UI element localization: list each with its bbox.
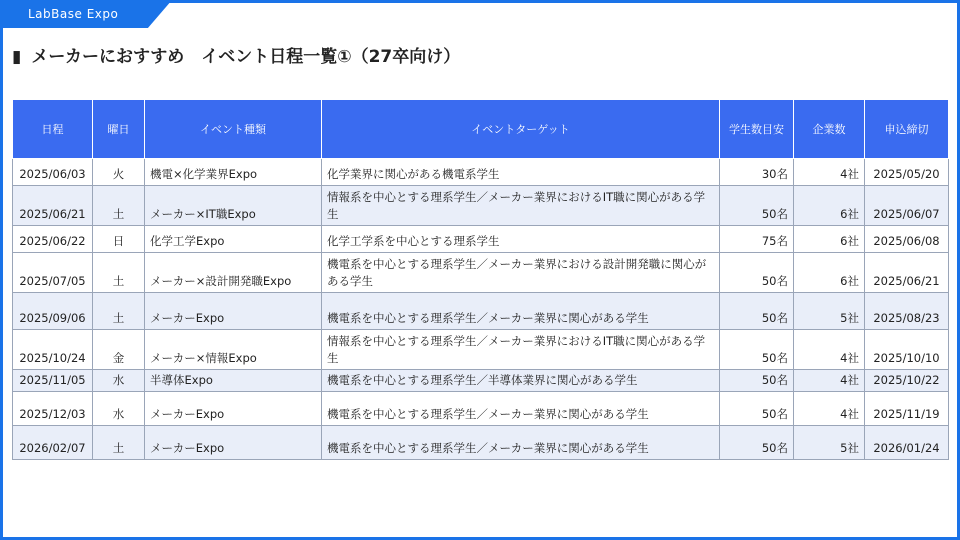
cell-event-type: メーカーExpo (145, 426, 322, 460)
cell-student-count: 50名 (720, 426, 794, 460)
cell-date: 2025/06/03 (13, 159, 93, 186)
cell-event-type: メーカーExpo (145, 392, 322, 426)
cell-date: 2025/07/05 (13, 253, 93, 293)
table-row (13, 159, 949, 186)
table-row (13, 253, 949, 293)
title-marker: ▮ (12, 47, 22, 67)
cell-event-type: メーカー×IT職Expo (145, 186, 322, 226)
cell-event-target: 機電系を中心とする理系学生／メーカー業界に関心がある学生 (322, 426, 720, 460)
cell-weekday: 火 (93, 159, 145, 186)
table-row (13, 226, 949, 253)
page-title (12, 46, 502, 68)
cell-deadline: 2025/11/19 (865, 392, 949, 426)
cell-company-count: 4社 (794, 370, 865, 392)
cell-event-target: 機電系を中心とする理系学生／メーカー業界に関心がある学生 (322, 293, 720, 330)
table-row (13, 370, 949, 392)
header-date: 日程 (13, 100, 93, 159)
cell-event-type: 機電×化学業界Expo (145, 159, 322, 186)
header-deadline: 申込締切 (865, 100, 949, 159)
cell-student-count: 30名 (720, 159, 794, 186)
cell-student-count: 75名 (720, 226, 794, 253)
cell-company-count: 4社 (794, 159, 865, 186)
table-row (13, 293, 949, 330)
cell-event-target: 情報系を中心とする理系学生／メーカー業界におけるIT職に関心がある学生 (322, 186, 720, 226)
cell-event-target: 化学業界に関心がある機電系学生 (322, 159, 720, 186)
cell-student-count: 50名 (720, 186, 794, 226)
cell-company-count: 5社 (794, 426, 865, 460)
cell-student-count: 50名 (720, 293, 794, 330)
cell-deadline: 2025/06/21 (865, 253, 949, 293)
cell-event-type: メーカー×情報Expo (145, 330, 322, 370)
cell-company-count: 4社 (794, 330, 865, 370)
header-event-target: イベントターゲット (322, 100, 720, 159)
cell-company-count: 6社 (794, 226, 865, 253)
cell-deadline: 2026/01/24 (865, 426, 949, 460)
table-row (13, 426, 949, 460)
cell-event-type: 化学工学Expo (145, 226, 322, 253)
cell-date: 2026/02/07 (13, 426, 93, 460)
cell-event-type: メーカー×設計開発職Expo (145, 253, 322, 293)
table-row (13, 392, 949, 426)
cell-date: 2025/12/03 (13, 392, 93, 426)
cell-date: 2025/11/05 (13, 370, 93, 392)
cell-student-count: 50名 (720, 370, 794, 392)
cell-deadline: 2025/10/22 (865, 370, 949, 392)
cell-date: 2025/10/24 (13, 330, 93, 370)
cell-deadline: 2025/08/23 (865, 293, 949, 330)
cell-event-type: 半導体Expo (145, 370, 322, 392)
cell-date: 2025/06/21 (13, 186, 93, 226)
cell-company-count: 4社 (794, 392, 865, 426)
cell-event-target: 機電系を中心とする理系学生／メーカー業界における設計開発職に関心がある学生 (322, 253, 720, 293)
header-company-count: 企業数 (794, 100, 865, 159)
cell-company-count: 6社 (794, 253, 865, 293)
cell-weekday: 土 (93, 426, 145, 460)
cell-deadline: 2025/10/10 (865, 330, 949, 370)
table-row (13, 330, 949, 370)
cell-weekday: 水 (93, 370, 145, 392)
cell-weekday: 土 (93, 293, 145, 330)
cell-student-count: 50名 (720, 330, 794, 370)
table-row (13, 186, 949, 226)
cell-student-count: 50名 (720, 392, 794, 426)
cell-event-target: 情報系を中心とする理系学生／メーカー業界におけるIT職に関心がある学生 (322, 330, 720, 370)
event-schedule-table (12, 99, 949, 460)
cell-deadline: 2025/06/08 (865, 226, 949, 253)
cell-event-target: 機電系を中心とする理系学生／メーカー業界に関心がある学生 (322, 392, 720, 426)
cell-deadline: 2025/06/07 (865, 186, 949, 226)
header-student-count: 学生数目安 (720, 100, 794, 159)
cell-date: 2025/06/22 (13, 226, 93, 253)
brand-name: LabBase Expo (28, 7, 119, 21)
cell-company-count: 6社 (794, 186, 865, 226)
cell-company-count: 5社 (794, 293, 865, 330)
cell-date: 2025/09/06 (13, 293, 93, 330)
cell-event-target: 機電系を中心とする理系学生／半導体業界に関心がある学生 (322, 370, 720, 392)
cell-weekday: 土 (93, 253, 145, 293)
cell-deadline: 2025/05/20 (865, 159, 949, 186)
cell-weekday: 水 (93, 392, 145, 426)
cell-weekday: 金 (93, 330, 145, 370)
table-header-row (13, 100, 949, 159)
cell-weekday: 土 (93, 186, 145, 226)
cell-student-count: 50名 (720, 253, 794, 293)
cell-weekday: 日 (93, 226, 145, 253)
cell-event-type: メーカーExpo (145, 293, 322, 330)
header-weekday: 曜日 (93, 100, 145, 159)
cell-event-target: 化学工学系を中心とする理系学生 (322, 226, 720, 253)
header-event-type: イベント種類 (145, 100, 322, 159)
page-title-text: メーカーにおすすめ イベント日程一覧①（27卒向け） (31, 47, 461, 67)
